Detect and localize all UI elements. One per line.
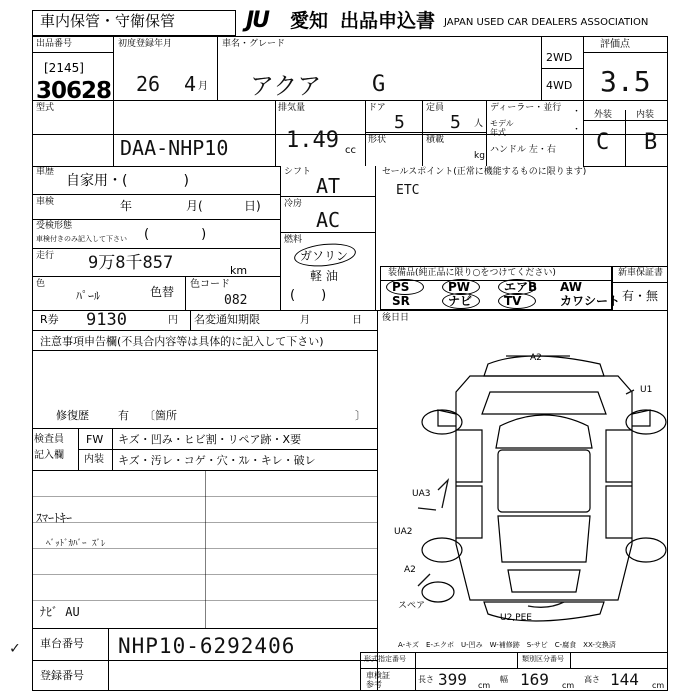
fuel-paren: ( ) — [290, 288, 327, 303]
ju-logo: JU — [246, 8, 269, 33]
recycle-value: 9130 — [86, 310, 127, 330]
len-value: 399 — [438, 670, 467, 689]
equip-item: PW — [448, 280, 471, 294]
model-label: 型式 — [36, 103, 55, 113]
int-items: キズ・汚レ・コゲ・穴・ｽﾚ・キレ・破レ — [118, 454, 316, 467]
disp-unit: cc — [345, 145, 356, 156]
dealer-dot: ・ — [572, 107, 582, 117]
shaken-year: 年 — [120, 199, 133, 213]
model-year-label: モデル 年式 — [490, 119, 514, 137]
lot-bracket: [2145] — [44, 61, 84, 75]
fuel-diesel: 軽 油 — [310, 269, 338, 283]
form-title: 出品申込書 — [340, 10, 436, 32]
reg-month: 4 — [184, 72, 197, 96]
repair-has: 有 — [118, 409, 129, 422]
diag-ua3: UA3 — [412, 489, 431, 499]
diag-legend: A-キズ E-エクボ U-凹み W-補修跡 S-サビ C-腐食 XX-交換済 — [398, 641, 616, 649]
reg-year: 26 — [136, 72, 161, 96]
equip-item: AW — [560, 280, 582, 294]
shaken-day: 日) — [244, 199, 261, 213]
sales-label: セールスポイント(正常に機能するものに限ります) — [382, 167, 587, 177]
storage-label: 車内保管・守衛保管 — [40, 12, 176, 30]
brand-name: 愛知 — [290, 10, 329, 32]
cap-label: 定員 — [426, 103, 445, 113]
car-diagram — [378, 330, 668, 640]
dealer-label: ディーラー・並行 — [490, 103, 562, 113]
accept-paren: ( ) — [144, 227, 207, 242]
color-code: 082 — [224, 293, 248, 308]
equip-item: SR — [392, 294, 410, 308]
ac-value: AC — [316, 208, 341, 232]
handnote-2: ﾍﾞｯﾄﾞｶﾊﾞｰ ｽﾞﾚ — [46, 539, 106, 549]
disp-label: 排気量 — [278, 103, 306, 113]
equip-item: ナビ — [448, 294, 473, 308]
reg-month-unit: 月 — [198, 81, 208, 92]
diag-bottom: U2,PEE — [500, 613, 532, 623]
handnote-3: ﾅﾋﾞ AU — [40, 605, 80, 619]
model-no-label: 形式指定番号 — [364, 655, 406, 663]
equip-item: エアB — [504, 280, 538, 294]
int-label: 内装 — [636, 110, 655, 120]
drive-4wd: 4WD — [546, 79, 573, 92]
inspect-due-day: 日 — [352, 315, 362, 326]
history-value: 自家用・( ) — [66, 173, 189, 189]
model-value: DAA-NHP10 — [120, 136, 229, 160]
ext-grade: C — [596, 130, 610, 155]
equip-circle — [442, 293, 480, 309]
car-grade: G — [372, 72, 386, 97]
color-code-label: 色コード — [190, 279, 230, 290]
repair-close: 〕 — [355, 409, 366, 422]
shift-value: AT — [316, 174, 341, 198]
wid-unit: cm — [562, 681, 575, 690]
hei-label: 高さ — [584, 675, 600, 684]
equip-item: TV — [504, 294, 522, 308]
diag-u1: U1 — [640, 385, 653, 395]
recycle-label: R券 — [40, 313, 59, 326]
equip-label: 装備品(純正品に限り○をつけてください) — [388, 268, 556, 278]
cap-value: 5 — [450, 112, 461, 133]
handle-label: ハンドル 左・右 — [490, 145, 556, 155]
rear-label: 後日日 — [382, 313, 410, 323]
diag-ua2: UA2 — [394, 527, 413, 537]
lot-number: 30628 — [36, 78, 112, 104]
fuel-label: 燃料 — [284, 235, 303, 245]
len-unit: cm — [478, 681, 491, 690]
car-name: アクア — [250, 72, 322, 100]
equip-circle — [386, 279, 424, 295]
warranty-label: 新車保証書 — [618, 268, 664, 278]
diag-spare: スペア — [398, 601, 426, 611]
rule-line — [32, 600, 377, 601]
hei-value: 144 — [610, 670, 639, 689]
car-label: 車名・グレード — [222, 39, 286, 49]
mileage-label: 走行 — [36, 251, 55, 261]
wid-value: 169 — [520, 670, 549, 689]
org-name: JAPAN USED CAR DEALERS ASSOCIATION — [444, 17, 649, 28]
load-label: 積載 — [426, 135, 445, 145]
color-change-label: 色替 — [150, 285, 175, 299]
ac-label: 冷房 — [284, 199, 303, 209]
ext-label: 外装 — [594, 110, 613, 120]
equip-circle — [498, 293, 536, 309]
inspector-label1: 検査員 — [34, 434, 64, 445]
inspect-due-month: 月 — [300, 315, 310, 326]
mileage-unit: km — [230, 264, 248, 277]
fw-label: FW — [86, 433, 104, 446]
wid-label: 幅 — [500, 675, 508, 684]
shape-label: 形状 — [368, 135, 387, 145]
repair-place: 〔箇所 — [144, 409, 177, 422]
inspector-label2: 記入欄 — [34, 450, 64, 461]
fuel-gas: ガソリン — [300, 249, 349, 263]
sales-text: ETC — [396, 183, 420, 198]
inspect-due-label: 名変通知期限 — [194, 313, 260, 326]
color-label: 色 — [36, 279, 46, 289]
shaken-month: 月( — [186, 199, 203, 213]
color-value: ﾊﾟｰﾙ — [76, 289, 101, 303]
rating-label: 評価点 — [600, 39, 630, 50]
equip-item: カワシート — [560, 294, 621, 308]
check-mark: ✓ — [10, 638, 20, 657]
chassis-value: NHP10-6292406 — [118, 634, 296, 658]
rating-score: 3.5 — [600, 65, 651, 98]
len-label: 長さ — [418, 675, 434, 684]
rule-line — [32, 496, 377, 497]
doors-value: 5 — [394, 112, 405, 133]
accept-note: 車検付きのみ記入して下さい — [36, 235, 127, 243]
hei-unit: cm — [652, 681, 665, 690]
notes-label: 注意事項申告欄(不具合内容等は具体的に記入して下さい) — [40, 335, 324, 348]
disp-value: 1.49 — [286, 128, 339, 153]
diag-a2-left: A2 — [404, 565, 416, 575]
load-unit: kg — [474, 151, 485, 161]
rule-line — [32, 574, 377, 575]
accept-label: 受検形態 — [36, 221, 73, 231]
mileage-value: 9万8千857 — [88, 253, 174, 273]
warranty-value: 有・無 — [622, 289, 659, 303]
recycle-unit: 円 — [168, 315, 178, 326]
equip-item: PS — [392, 280, 410, 294]
drive-2wd: 2WD — [546, 51, 573, 64]
lot-label: 出品番号 — [36, 39, 73, 49]
chassis-label: 車台番号 — [40, 637, 84, 650]
rule-line — [32, 522, 377, 523]
shift-label: シフト — [284, 167, 312, 177]
fw-items: キズ・凹み・ヒビ割・リペア跡・X要 — [118, 433, 302, 446]
cap-unit: 人 — [474, 119, 484, 129]
register-label: 登録番号 — [40, 669, 84, 682]
doors-label: ドア — [368, 103, 386, 113]
reg-label: 初度登録年月 — [118, 39, 173, 49]
class-no-label: 類別区分番号 — [522, 655, 564, 663]
int-grade: B — [644, 130, 658, 155]
history-label: 車歴 — [36, 167, 55, 177]
diag-a2-top: A2 — [530, 353, 542, 363]
handnote-1: ｽﾏｰﾄｷｰ — [36, 511, 73, 525]
size-label: 車検証 参考 — [366, 671, 390, 689]
shaken-label: 車検 — [36, 197, 55, 207]
int-inspect-label: 内装 — [84, 454, 104, 465]
repair-label: 修復歴 — [56, 409, 89, 422]
model-year-dot: ・ — [572, 125, 582, 135]
